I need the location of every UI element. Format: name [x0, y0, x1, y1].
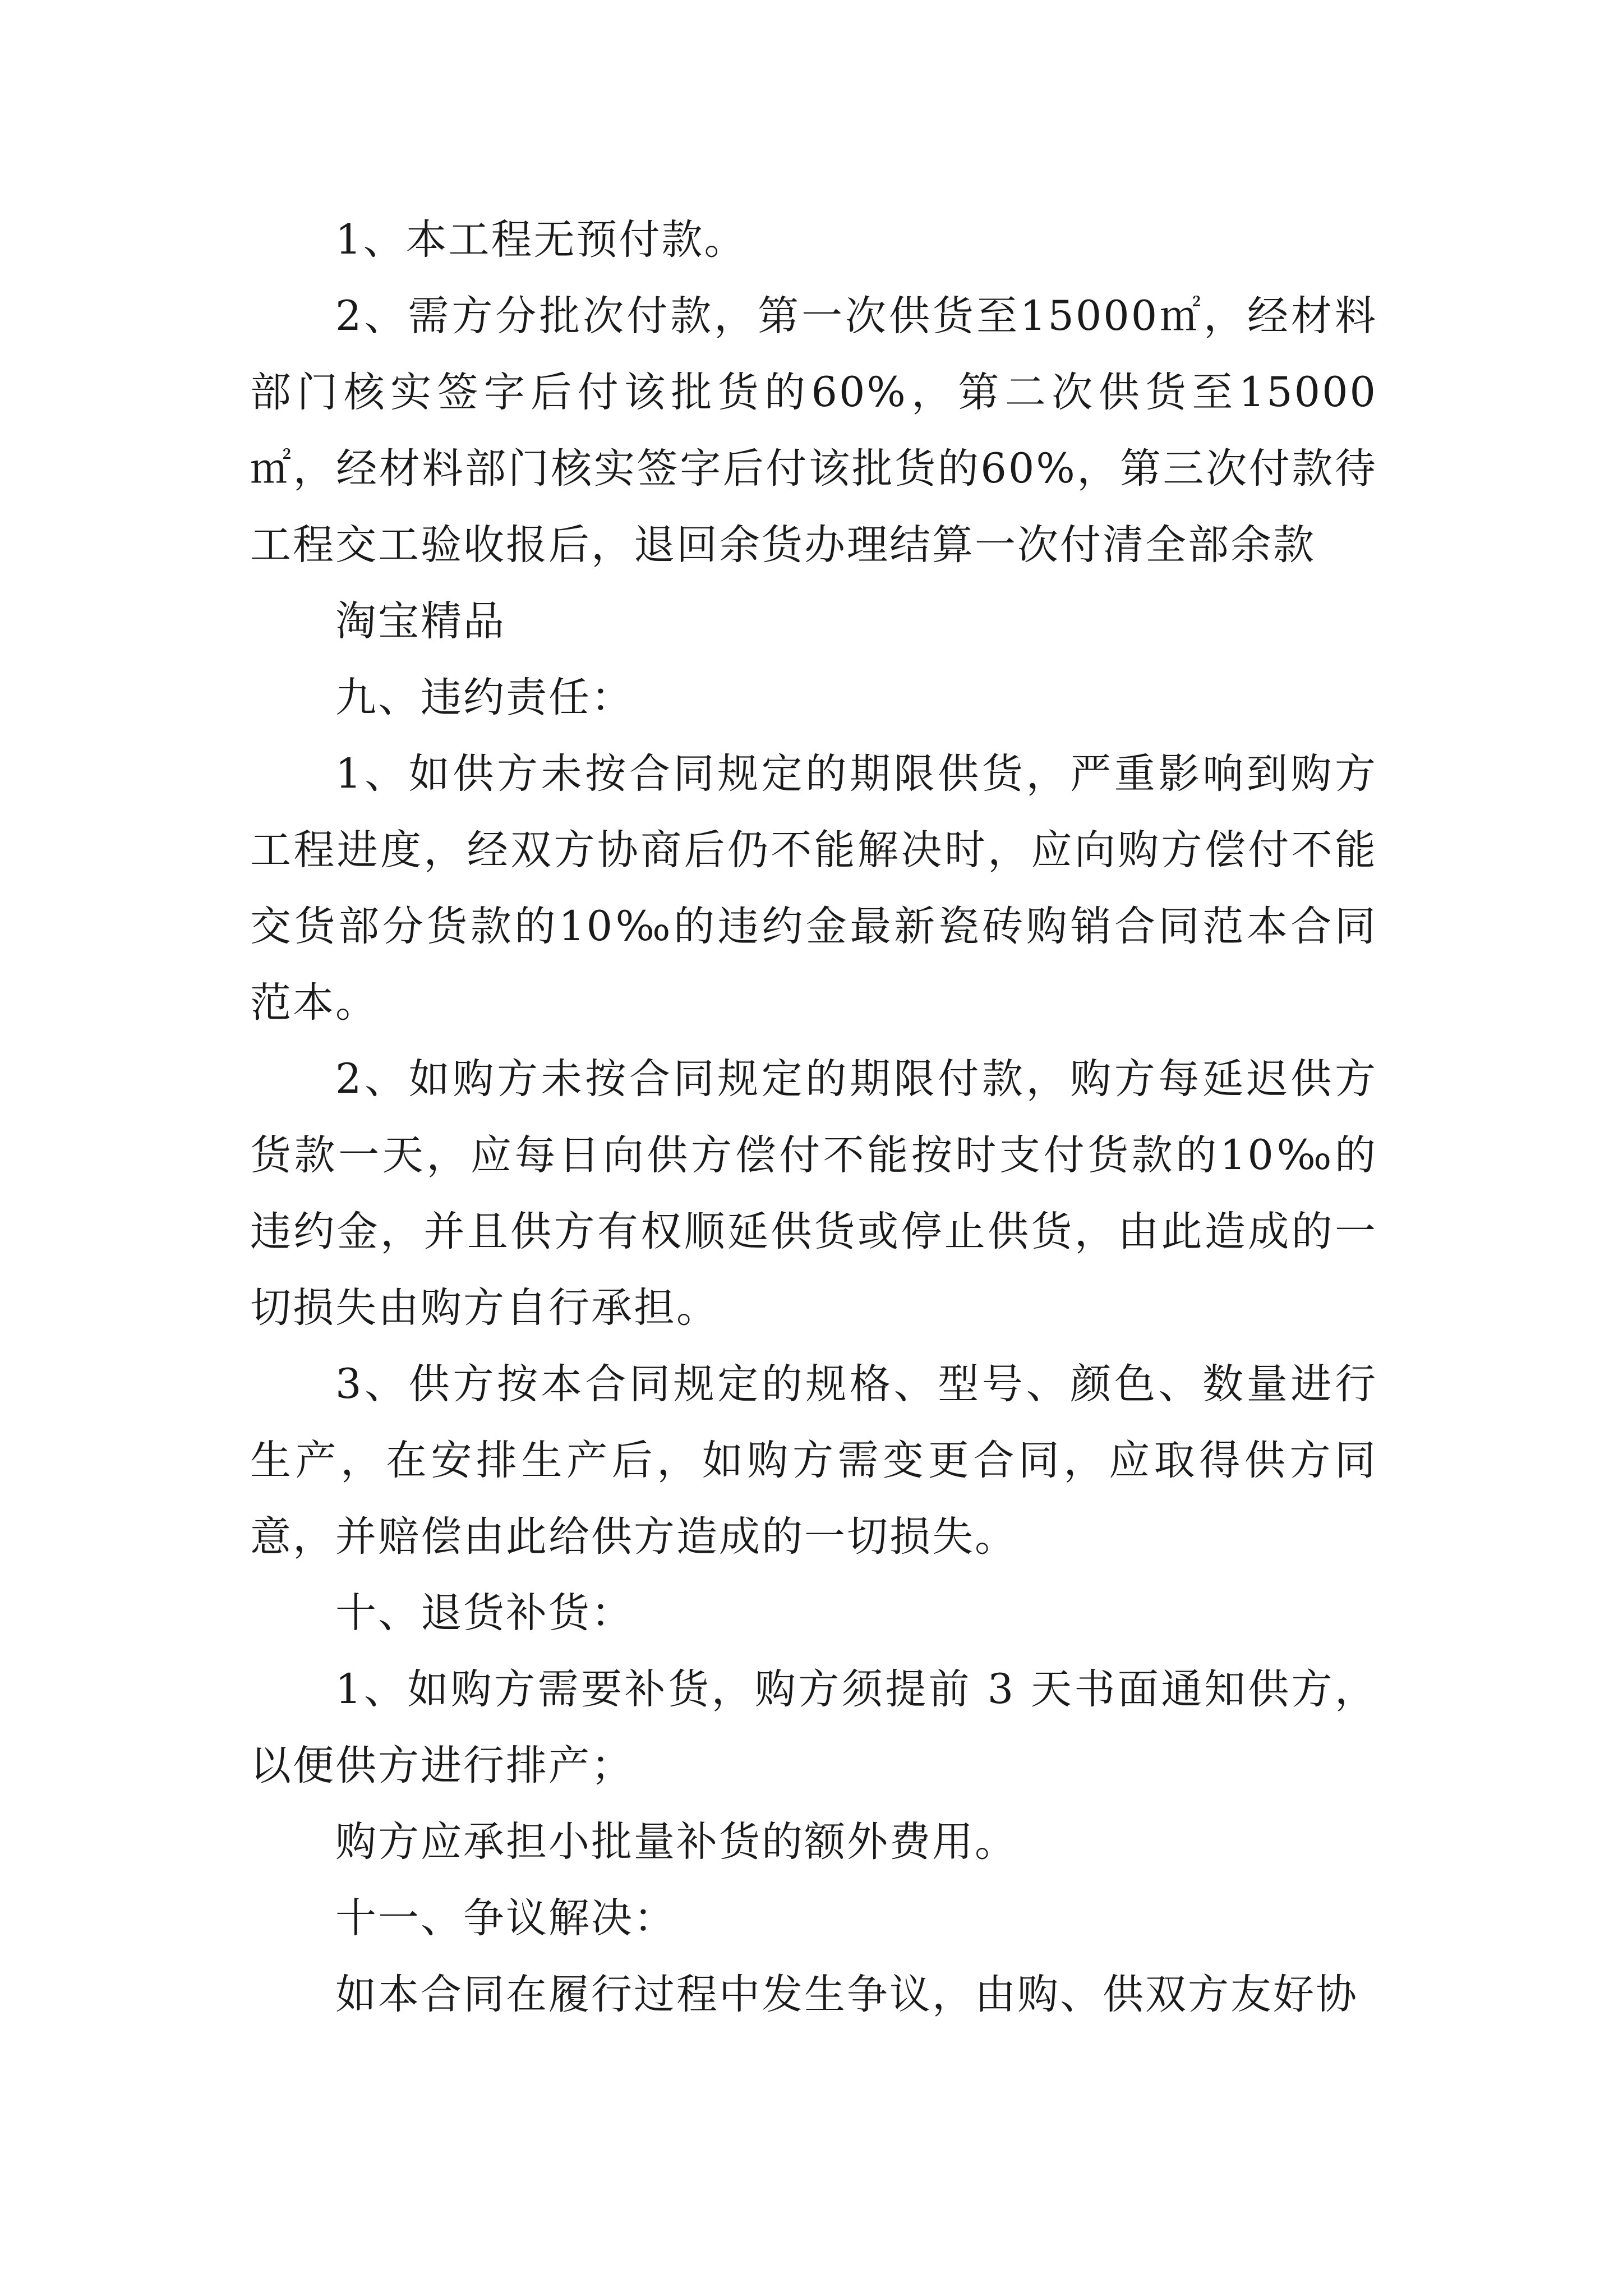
section-heading-liability: 九、违约责任：: [335, 674, 634, 721]
liability-clause-1: 1、如供方未按合同规定的期限供货，严重影响到购方工程进度，经双方协商后仍不能解决时，应向购方偿付不能交货部分货款的10‰的违约金最新瓷砖购销合同范本合同范本。: [250, 750, 1377, 1027]
returns-clause-2: 购方应承担小批量补货的额外费用。: [335, 1818, 1017, 1866]
disputes-clause-1: 如本合同在履行过程中发生争议，由购、供双方友好协: [335, 1971, 1358, 2018]
liability-clause-2: 2、如购方未按合同规定的期限付款，购方每延迟供方货款一天，应每日向供方偿付不能按时支付货款的10‰的违约金，并且供方有权顺延供货或停止供货，由此造成的一切损失由购方自行承担。: [250, 1055, 1377, 1332]
returns-clause-1: 1、如购方需要补货，购方须提前 3 天书面通知供方，以便供方进行排产；: [250, 1665, 1377, 1789]
section-heading-disputes: 十一、争议解决：: [335, 1894, 676, 1942]
document-body: [250, 202, 1377, 2033]
inserted-text: 淘宝精品: [335, 597, 506, 645]
payment-clause-1: 1、本工程无预付款。: [335, 216, 747, 264]
payment-clause-2: 2、需方分批次付款，第一次供货至15000㎡，经材料部门核实签字后付该批货的60%，第二次供货至15000㎡，经材料部门核实签字后付该批货的60%，第三次付款待工程交工验收报后，退回余货办理结算一次付清全部余款: [250, 292, 1377, 569]
liability-clause-3: 3、供方按本合同规定的规格、型号、颜色、数量进行生产，在安排生产后，如购方需变更合同，应取得供方同意，并赔偿由此给供方造成的一切损失。: [250, 1360, 1377, 1561]
section-heading-returns: 十、退货补货：: [335, 1589, 634, 1637]
